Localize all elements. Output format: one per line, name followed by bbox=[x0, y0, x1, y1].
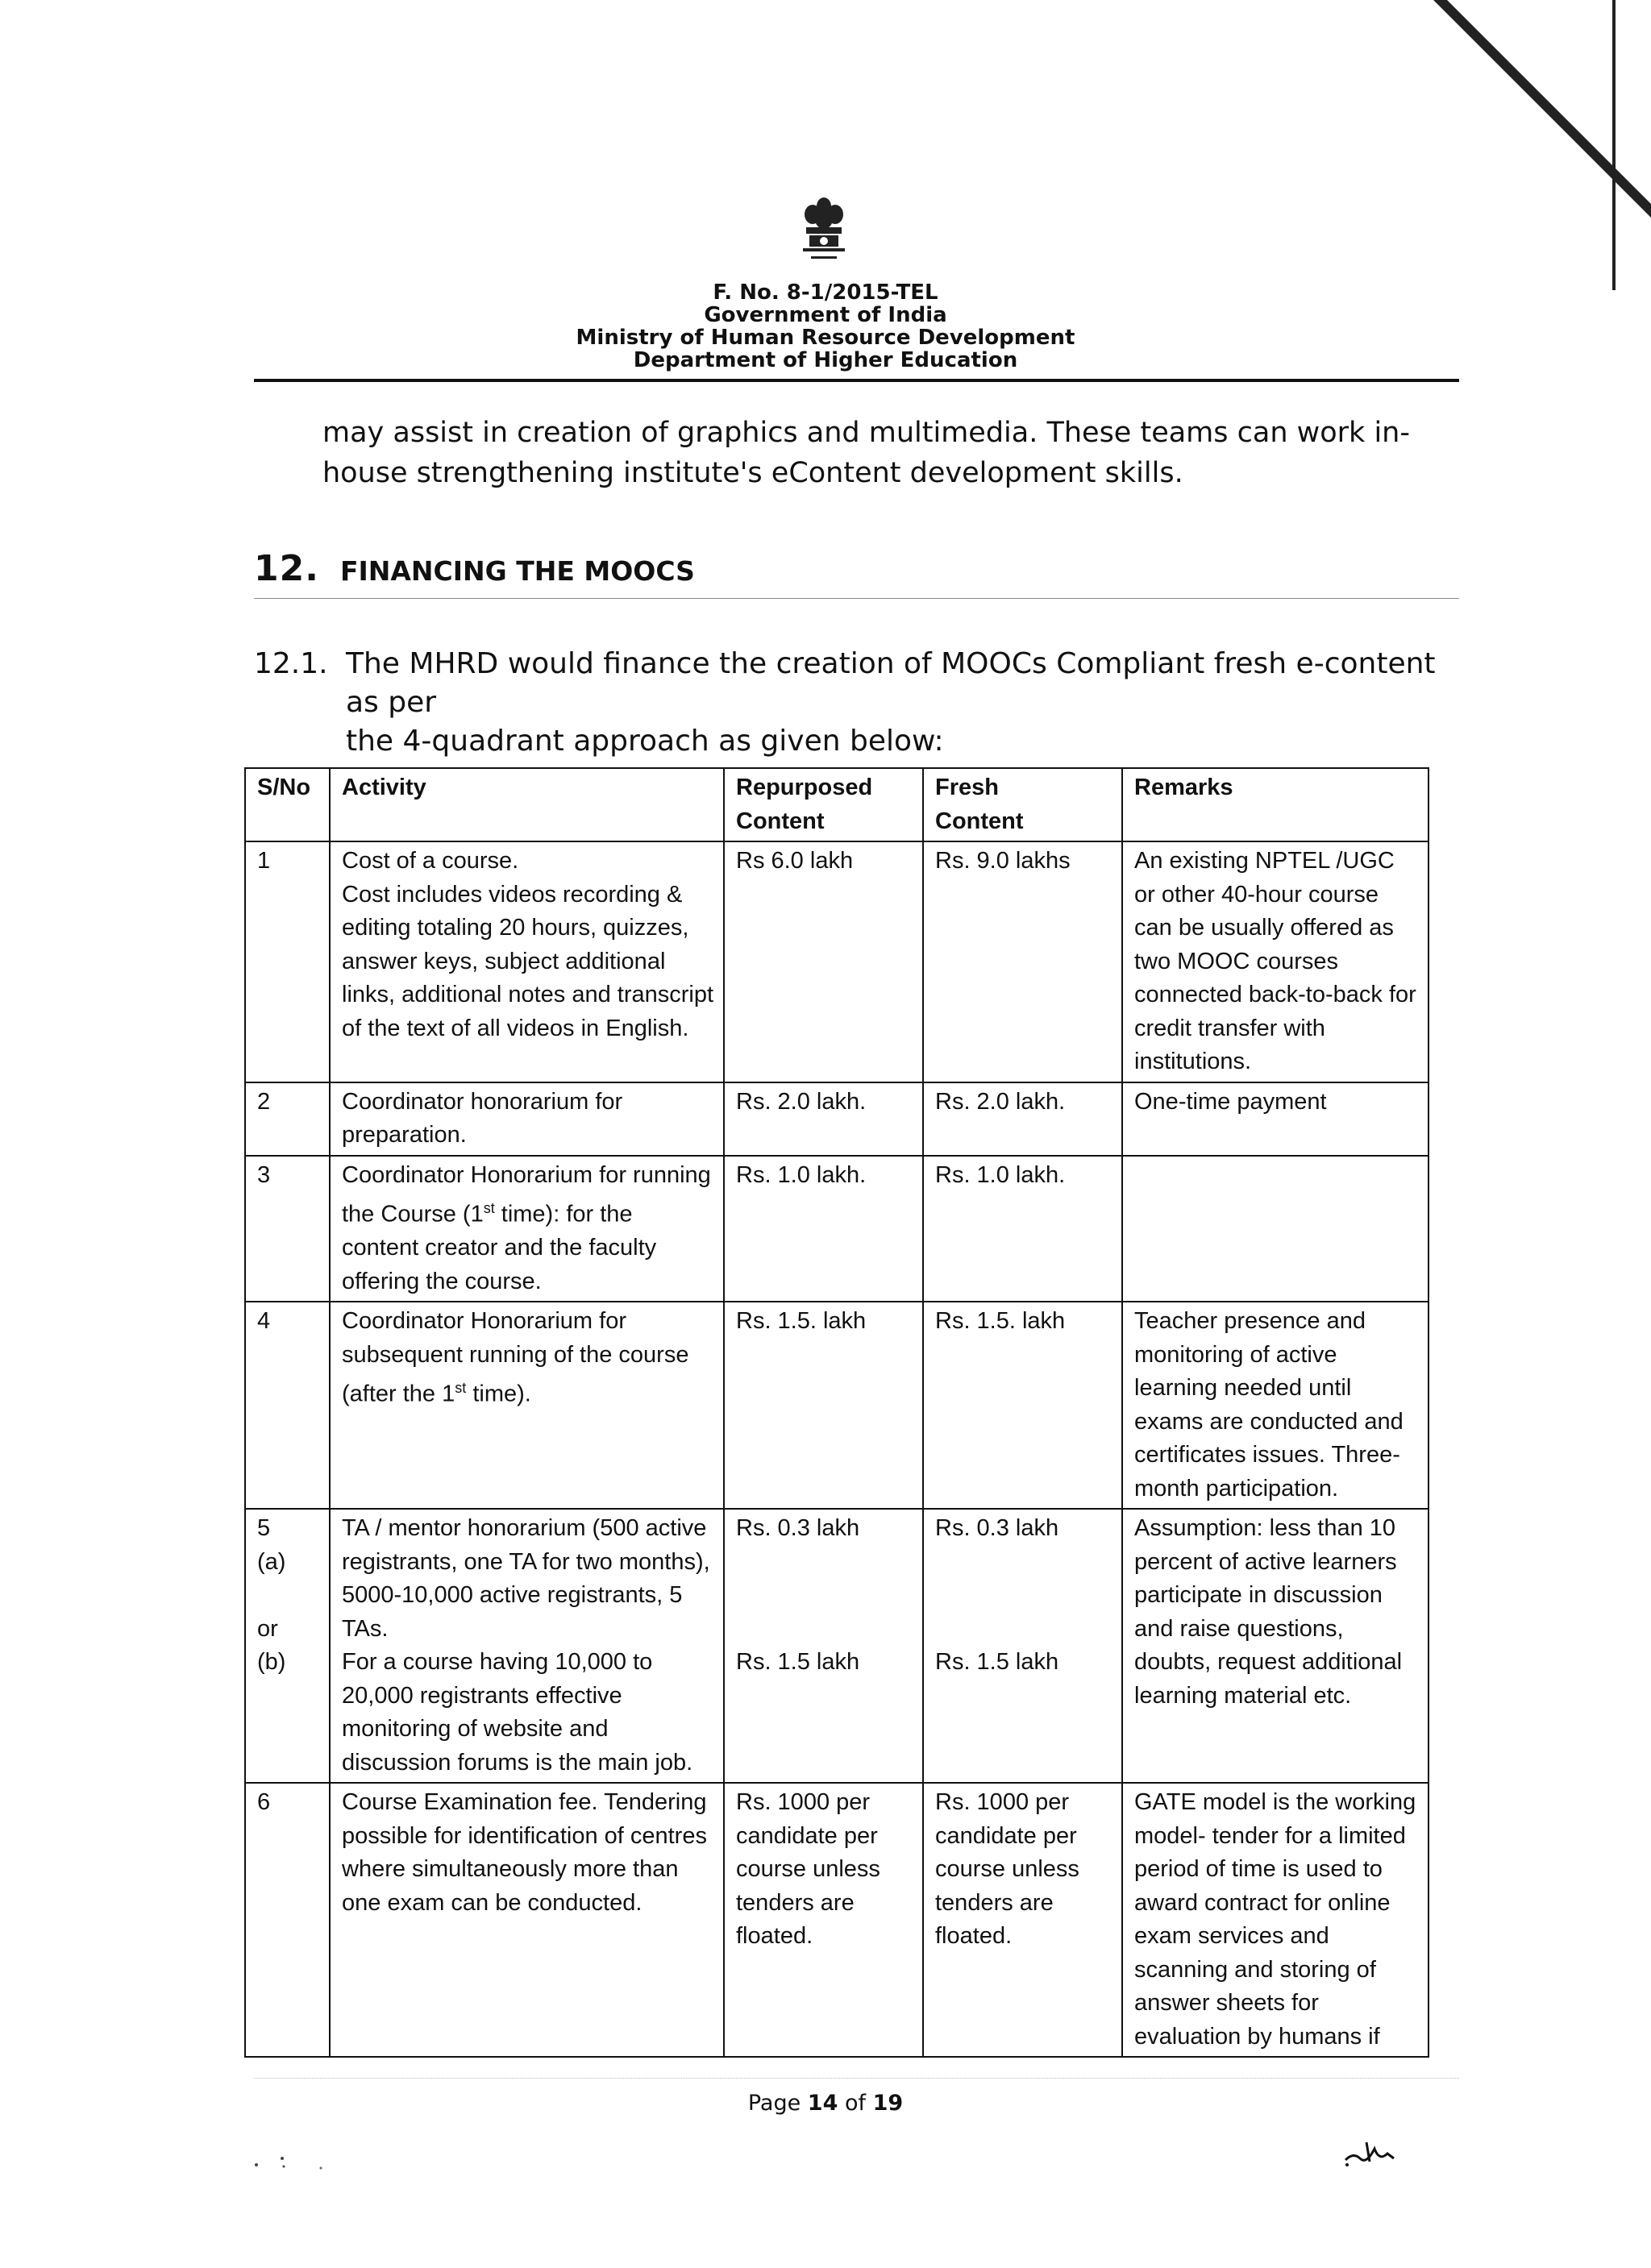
cell-spacer bbox=[935, 1546, 1113, 1580]
table-row bbox=[245, 1509, 1429, 1783]
table-header-row bbox=[245, 768, 1429, 841]
cell-activity: Course Examination fee. Tendering possible for identification of centres where simultaneously more than one exam can be conducted. bbox=[330, 1783, 724, 2057]
cell-activity-title: Cost of a course. bbox=[342, 848, 519, 874]
file-number: F. No. 8-1/2015-TEL bbox=[713, 280, 938, 305]
cell-activity bbox=[330, 841, 724, 1082]
cell-sno: 2 bbox=[245, 1082, 330, 1156]
cell-spacer bbox=[736, 1613, 914, 1647]
cell-remarks: GATE model is the working model- tender for a limited period of time is used to award contract for online exam services and scanning and storing of answer sheets for evaluation by humans if bbox=[1122, 1783, 1429, 2057]
col-header-repurposed-line1: Repurposed bbox=[736, 775, 873, 800]
cell-fresh: Rs. 1000 per candidate per course unless tenders are floated. bbox=[923, 1783, 1122, 2057]
cell-sno-number: 5 bbox=[257, 1515, 271, 1542]
col-header-fresh-line1: Fresh bbox=[935, 775, 999, 800]
section-heading bbox=[254, 548, 695, 589]
cell-sno: 4 bbox=[245, 1302, 330, 1509]
superscript-st: st bbox=[455, 1380, 467, 1397]
intro-line-1: may assist in creation of graphics and multimedia. These teams can work in- bbox=[322, 417, 1410, 449]
cell-activity-text-post: time). bbox=[466, 1381, 531, 1407]
cell-spacer bbox=[736, 1579, 914, 1613]
cell-activity bbox=[330, 1302, 724, 1509]
scan-artifact-edge bbox=[1612, 0, 1616, 290]
col-header-repurposed bbox=[724, 768, 923, 841]
cell-repurposed: Rs. 1.5. lakh bbox=[724, 1302, 923, 1509]
table-row bbox=[245, 1783, 1429, 2057]
intro-line-2: house strengthening institute's eContent development skills. bbox=[322, 457, 1183, 489]
cell-repurposed: Rs 6.0 lakh bbox=[724, 841, 923, 1082]
cell-activity-text-pre: Coordinator Honorarium for running the Course (1 bbox=[342, 1161, 711, 1227]
page-current: 14 bbox=[807, 2091, 838, 2116]
government-name: Government of India bbox=[704, 303, 947, 327]
table-row bbox=[245, 1302, 1429, 1509]
cell-fresh: Rs. 1.0 lakh. bbox=[923, 1156, 1122, 1302]
subsection-line-1: The MHRD would finance the creation of MOOCs Compliant fresh e-content as per bbox=[346, 647, 1436, 719]
cell-activity: Coordinator honorarium for preparation. bbox=[330, 1082, 724, 1156]
cell-fresh-option-a: Rs. 0.3 lakh bbox=[935, 1515, 1059, 1542]
subsection-number: 12.1. bbox=[254, 647, 328, 680]
cell-remarks: An existing NPTEL /UGC or other 40-hour course can be usually offered as two MOOC courses connected back-to-back for credit transfer with institutions. bbox=[1122, 841, 1429, 1082]
table-row bbox=[245, 841, 1429, 1082]
cell-fresh bbox=[923, 1509, 1122, 1783]
scan-artifact-slash bbox=[1397, 0, 1603, 189]
cell-repurposed: Rs. 2.0 lakh. bbox=[724, 1082, 923, 1156]
handwritten-initials-icon bbox=[1342, 2137, 1399, 2170]
cell-spacer bbox=[257, 1579, 321, 1613]
cell-sno: 6 bbox=[245, 1783, 330, 2057]
cell-sno-option-b: (b) bbox=[257, 1649, 286, 1676]
department-name: Department of Higher Education bbox=[633, 348, 1018, 372]
page-prefix: Page bbox=[747, 2091, 808, 2116]
cell-spacer bbox=[935, 1579, 1113, 1613]
table-row bbox=[245, 1082, 1429, 1156]
cell-fresh-option-b: Rs. 1.5 lakh bbox=[935, 1649, 1059, 1676]
cell-remarks bbox=[1122, 1156, 1429, 1302]
page-total: 19 bbox=[872, 2091, 904, 2116]
col-header-fresh-line2: Content bbox=[935, 808, 1024, 834]
cell-activity bbox=[330, 1509, 724, 1783]
cell-repurposed-option-b: Rs. 1.5 lakh bbox=[736, 1649, 860, 1676]
scan-specks bbox=[250, 2150, 331, 2175]
subsection-line-2: the 4-quadrant approach as given below: bbox=[346, 725, 944, 758]
col-header-fresh bbox=[923, 768, 1122, 841]
superscript-st: st bbox=[483, 1200, 495, 1216]
cell-fresh: Rs. 9.0 lakhs bbox=[923, 841, 1122, 1082]
cell-activity-text-post: time): for the content creator and the faculty offering the course. bbox=[342, 1201, 657, 1294]
table-row bbox=[245, 1156, 1429, 1302]
col-header-activity: Activity bbox=[330, 768, 724, 841]
cell-repurposed-option-a: Rs. 0.3 lakh bbox=[736, 1515, 860, 1542]
cell-fresh: Rs. 1.5. lakh bbox=[923, 1302, 1122, 1509]
cell-sno bbox=[245, 1509, 330, 1783]
cell-remarks: Assumption: less than 10 percent of active learners participate in discussion and raise questions, doubts, request additional learning material etc. bbox=[1122, 1509, 1429, 1783]
page-number bbox=[0, 2091, 1651, 2116]
cell-spacer bbox=[736, 1546, 914, 1580]
cell-remarks: One-time payment bbox=[1122, 1082, 1429, 1156]
cell-repurposed bbox=[724, 1509, 923, 1783]
cell-activity bbox=[330, 1156, 724, 1302]
cell-sno: 3 bbox=[245, 1156, 330, 1302]
header-rule bbox=[254, 379, 1459, 382]
cell-activity-text-pre: Coordinator Honorarium for subsequent running of the course (after the 1 bbox=[342, 1308, 689, 1407]
cell-remarks: Teacher presence and monitoring of active learning needed until exams are conducted and certificates issues. Three-month participation. bbox=[1122, 1302, 1429, 1509]
national-emblem-icon bbox=[798, 195, 850, 276]
col-header-remarks: Remarks bbox=[1122, 768, 1429, 841]
ministry-name: Ministry of Human Resource Development bbox=[576, 326, 1075, 350]
cell-activity-option-b: For a course having 10,000 to 20,000 registrants effective monitoring of website and discussion forums is the main job. bbox=[342, 1649, 693, 1776]
cell-repurposed: Rs. 1.0 lakh. bbox=[724, 1156, 923, 1302]
cell-fresh: Rs. 2.0 lakh. bbox=[923, 1082, 1122, 1156]
cell-sno-option-a: (a) bbox=[257, 1548, 286, 1575]
cell-sno: 1 bbox=[245, 841, 330, 1082]
section-title: FINANCING THE MOOCS bbox=[339, 555, 695, 587]
cell-repurposed: Rs. 1000 per candidate per course unless tenders are floated. bbox=[724, 1783, 923, 2057]
cell-activity-detail: Cost includes videos recording & editing totaling 20 hours, quizzes, answer keys, subject additional links, additional notes and transcript of the text of all videos in English. bbox=[342, 881, 714, 1041]
section-rule bbox=[254, 598, 1459, 599]
cell-sno-or: or bbox=[257, 1615, 278, 1642]
section-number: 12. bbox=[254, 548, 319, 589]
footer-rule bbox=[254, 2078, 1459, 2079]
financing-table bbox=[244, 767, 1429, 2058]
col-header-sno: S/No bbox=[245, 768, 330, 841]
page-of: of bbox=[838, 2091, 873, 2116]
cell-spacer bbox=[935, 1613, 1113, 1647]
cell-activity-option-a: TA / mentor honorarium (500 active registrants, one TA for two months), 5000-10,000 active registrants, 5 TAs. bbox=[342, 1515, 710, 1642]
col-header-repurposed-line2: Content bbox=[736, 808, 825, 834]
